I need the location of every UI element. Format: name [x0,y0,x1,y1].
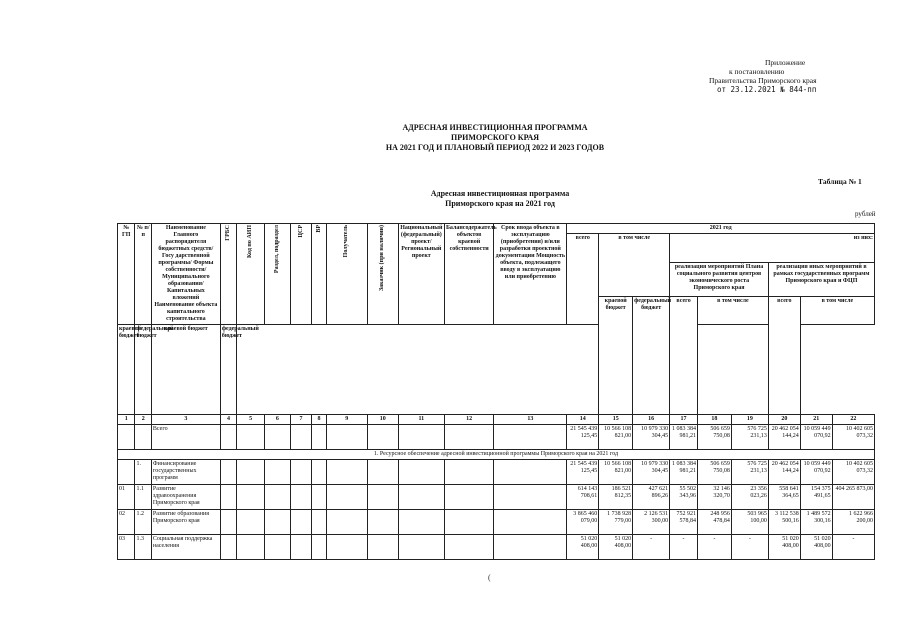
r11-v20: 558 641 364,65 [768,485,800,510]
r1-npp: 1. [135,460,151,485]
r13-v21: 51 020 408,00 [800,535,832,560]
title-line-3: НА 2021 ГОД И ПЛАНОВЫЙ ПЕРИОД 2022 И 2023 ГОДОВ [385,143,605,152]
colnum-18: 18 [697,415,731,425]
header-including: в том числе [599,234,670,297]
total-v18: 506 659 750,08 [697,425,731,450]
appendix-line-4: от 23.12.2021 № 844-пп [717,85,817,94]
r1-gp [118,460,135,485]
colnum-7: 7 [290,415,312,425]
colnum-12: 12 [444,415,493,425]
total-v15: 10 566 108 821,00 [599,425,633,450]
header-csr: ЦСР [290,224,312,325]
header-national-project: Национальный (федеральный) проект/Региональный проект [398,224,444,325]
colnum-10: 10 [367,415,398,425]
r13-v14: 51 020 408,00 [567,535,599,560]
header-name: Наименование Главного распорядителя бюджетных средств/Госу дарственной программы/ Формы собственности/ Муниципального образования/ Капитальных вложений Наименование объекта капитального строительства [151,224,220,325]
header-other-krai: краевой бюджет [151,325,220,415]
r11-v18: 32 146 320,70 [697,485,731,510]
header-balance-holder: Балансодержатель объектов краевой собственности [444,224,493,325]
r13-gp: 03 [118,535,135,560]
r13-v22: - [832,535,874,560]
header-recipient: Получатель [326,224,367,325]
section-heading: 1. Ресурсное обеспечение адресной инвестиционной программы Приморского края на 2021 год [118,450,875,460]
r11-v15: 186 521 812,35 [599,485,633,510]
r1-v14: 21 545 439 125,45 [567,460,599,485]
table-row-section [118,450,875,460]
total-label: Всего [151,425,220,450]
header-total: всего [567,234,599,325]
r11-label: Развитие здравоохранения Приморского края [151,485,220,510]
r11-v22: 404 265 873,00 [832,485,874,510]
subtitle-line-2: Приморского края на 2021 год [445,199,555,208]
total-v21: 10 059 449 070,92 [800,425,832,450]
header-plan-fed: федеральный бюджет [135,325,151,415]
r11-v17: 55 502 343,96 [670,485,698,510]
colnum-22: 22 [832,415,874,425]
colnum-17: 17 [670,415,698,425]
header-customer: Заказчик (при наличии) [367,224,398,325]
colnum-20: 20 [768,415,800,425]
header-other-including: в том числе [800,296,874,325]
table-subtitle [400,189,600,209]
total-v19: 576 725 231,13 [731,425,768,450]
r1-v17: 1 083 384 981,21 [670,460,698,485]
appendix-line-2: к постановлению [729,67,785,76]
header-fed-budget: федеральный бюджет [633,296,670,415]
r1-v16: 10 979 330 304,45 [633,460,670,485]
colnum-11: 11 [398,415,444,425]
r12-v16: 2 126 531 300,00 [633,510,670,535]
table-row-1 [118,460,875,485]
header-other-programs: реализация иных мероприятий в рамках государственных программ Приморского края и ФЦП [768,262,874,296]
colnum-1: 1 [118,415,135,425]
header-row-4b [118,325,875,415]
r12-v20: 3 112 538 500,16 [768,510,800,535]
r11-v14: 614 143 708,61 [567,485,599,510]
header-row-1 [118,224,875,234]
header-plan-krai: краевой бюджет [118,325,135,415]
header-other-fed: федеральный бюджет [220,325,236,415]
colnum-2: 2 [135,415,151,425]
header-plan-including: в том числе [697,296,768,325]
r1-v15: 10 566 108 821,00 [599,460,633,485]
appendix-line-1: Приложение [765,58,806,67]
table-row-1-3 [118,535,875,560]
header-grbs: ГРБС [220,224,236,325]
r12-v15: 1 738 928 779,00 [599,510,633,535]
total-v22: 10 402 605 073,32 [832,425,874,450]
appendix-block [705,58,895,94]
subtitle-line-1: Адресная инвестиционная программа [430,189,570,198]
r12-npp: 1.2 [135,510,151,535]
r11-v21: 154 375 491,65 [800,485,832,510]
r1-v20: 20 462 054 144,24 [768,460,800,485]
total-v20: 20 462 054 144,24 [768,425,800,450]
table-row-1-2 [118,510,875,535]
title-line-2: ПРИМОРСКОГО КРАЯ [450,133,540,142]
r12-v22: 1 622 966 200,00 [832,510,874,535]
header-year: 2021 год [567,224,875,234]
r12-gp: 02 [118,510,135,535]
colnum-19: 19 [731,415,768,425]
r12-v21: 1 489 572 300,16 [800,510,832,535]
r13-v20: 51 020 408,00 [768,535,800,560]
header-of-which: из них: [670,234,875,263]
colnum-5: 5 [237,415,265,425]
column-numbers-row [118,415,875,425]
total-gp [118,425,135,450]
r11-npp: 1.1 [135,485,151,510]
r1-v22: 10 402 605 073,32 [832,460,874,485]
colnum-6: 6 [265,415,291,425]
colnum-16: 16 [633,415,670,425]
page-mark: ( [488,573,491,582]
header-npp: № п/п [135,224,151,325]
header-other-total: всего [768,296,800,415]
header-plan-total: всего [670,296,698,415]
colnum-13: 13 [494,415,567,425]
r13-label: Социальная поддержка населения [151,535,220,560]
document-title [330,123,660,153]
colnum-3: 3 [151,415,220,425]
table-row-1-1 [118,485,875,510]
total-v17: 1 083 384 981,21 [670,425,698,450]
header-razdel: Раздел, подраздел [265,224,291,325]
header-plan-social: реализация мероприятий Плана социального развития центров экономического роста Приморского края [670,262,769,296]
units-label: рублей [855,210,876,218]
r13-npp: 1.3 [135,535,151,560]
r13-v15: 51 020 408,00 [599,535,633,560]
total-v14: 21 545 439 125,45 [567,425,599,450]
r12-v17: 752 921 578,84 [670,510,698,535]
colnum-8: 8 [312,415,326,425]
r13-v19: - [731,535,768,560]
colnum-21: 21 [800,415,832,425]
r11-gp: 01 [118,485,135,510]
colnum-4: 4 [220,415,236,425]
investment-table [117,223,875,560]
r13-v17: - [670,535,698,560]
r1-label: Финансирование государственных программ [151,460,220,485]
r12-v19: 503 965 100,00 [731,510,768,535]
r12-v14: 3 865 460 079,00 [567,510,599,535]
total-v16: 10 979 330 304,45 [633,425,670,450]
header-aip-code: Код по АИП [237,224,265,325]
r11-v19: 23 356 023,26 [731,485,768,510]
colnum-9: 9 [326,415,367,425]
colnum-15: 15 [599,415,633,425]
r13-v18: - [697,535,731,560]
r1-v21: 10 059 449 070,92 [800,460,832,485]
table-row-total [118,425,875,450]
appendix-line-3: Правительства Приморского края [709,76,817,85]
r1-v18: 506 659 750,08 [697,460,731,485]
header-commissioning-term: Срок ввода объекта в эксплуатацию (приобретения) и/или разработки проектной документации Мощность объекта, подлежащего вводу в эксплуатацию или приобретению [494,224,567,325]
table-number: Таблица № 1 [818,177,862,186]
colnum-14: 14 [567,415,599,425]
r11-v16: 427 621 896,26 [633,485,670,510]
r12-label: Развитие образования Приморского края [151,510,220,535]
header-vr: ВР [312,224,326,325]
r1-v19: 576 725 231,13 [731,460,768,485]
header-krai-budget: краевой бюджет [599,296,633,415]
title-line-1: АДРЕСНАЯ ИНВЕСТИЦИОННАЯ ПРОГРАММА [402,123,588,132]
total-npp [135,425,151,450]
header-nogp: № ГП [118,224,135,325]
r12-v18: 248 956 478,84 [697,510,731,535]
r13-v16: - [633,535,670,560]
